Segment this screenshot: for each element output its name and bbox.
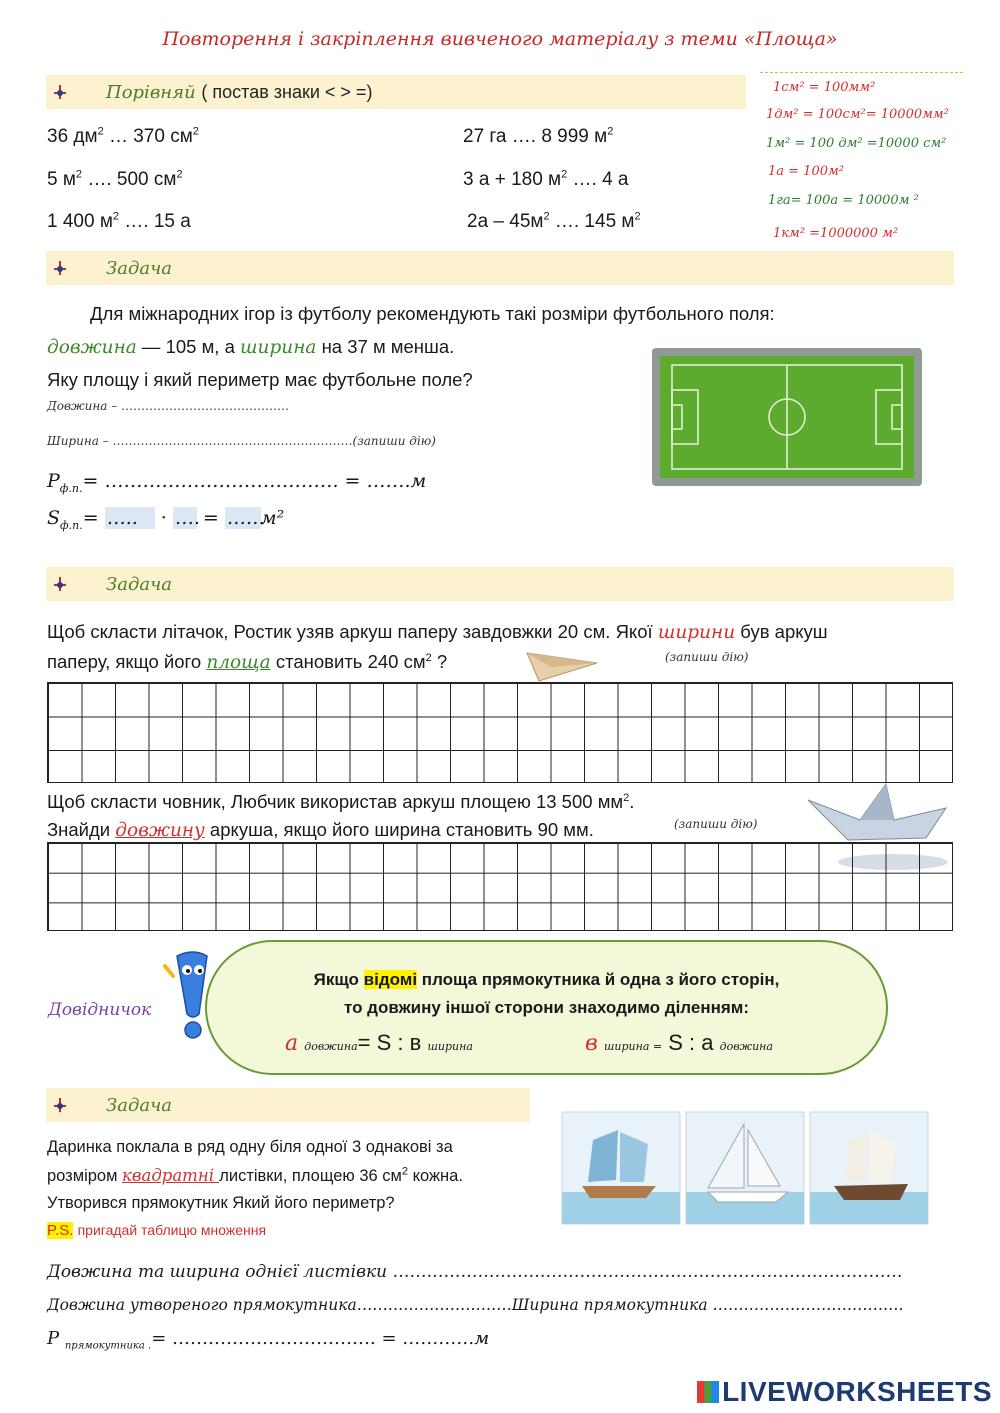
hint-label: Довідничок (48, 1000, 152, 1020)
task4-answer-3: Р $_{прямокутника .}$= ……………………………. = …………м (47, 1328, 490, 1352)
compare-header-bar (46, 75, 746, 109)
hint-line2: то довжину іншої сторони знаходимо діленням: (343, 998, 750, 1017)
task4-answer-2: Довжина утвореного прямокутника…………………………Ширина прямокутника ………………………………. (47, 1296, 904, 1314)
task1-length-label: Довжина – …………………………………… (47, 399, 290, 413)
task1-line3: Яку площу і який периметр має футбольне поле? (47, 369, 473, 390)
area-input-3[interactable]: …… (226, 507, 265, 529)
paper-plane-icon (525, 645, 600, 685)
task1-perimeter: $Р_{ф.п.}=$ ………………………………. = …….м (47, 470, 427, 495)
area-input-1[interactable]: ….. (105, 507, 155, 529)
pin-icon (52, 576, 68, 592)
task4-line3: Утворився прямокутник Який його периметр? (47, 1194, 395, 1212)
divider (760, 72, 963, 73)
pin-icon (52, 260, 68, 276)
compare-left-3: 1 400 $м^2$ …. 15 а (47, 210, 191, 232)
ref-unit-4: 1а = 100м² (768, 164, 844, 179)
ref-unit-1: 1см² = 100мм² (773, 80, 876, 95)
compare-left-1: 36 $дм^2$ … 370 $см^2$ (47, 125, 199, 147)
task4-line1: Даринка поклала в ряд одну біля одної 3 однакові за (47, 1138, 453, 1156)
compare-right-1: 27 га …. 8 999 $м^2$ (463, 125, 614, 147)
pin-icon (52, 84, 68, 100)
task4-ps: P.S. пригадай таблицю множення (47, 1222, 267, 1239)
page-title: Повторення і закріплення вивченого матеріалу з теми «Площа» (162, 28, 838, 50)
football-field-image (652, 348, 922, 486)
task3-line2: Знайди довжину аркуша, якщо його ширина становить 90 мм. (47, 819, 594, 841)
task4-answer-1: Довжина та ширина однієї листівки ……………………………………………………………………………… (47, 1262, 903, 1282)
hint-formula-width: в ширина = S : а довжина (585, 1030, 773, 1056)
task-label: Задача (106, 258, 173, 279)
liveworksheets-logo: LIVEWORKSHEETS (697, 1376, 992, 1408)
ref-unit-2: 1дм² = 100см²= 10000мм² (766, 107, 949, 122)
task2-line1: Щоб скласти літачок, Ростик узяв аркуш паперу завдовжки 20 см. Якої ширини був аркуш (47, 621, 828, 643)
hint-text (205, 966, 888, 1022)
task1-area: $S_{ф.п.}=$ ….. · …. = ……м² (47, 507, 285, 532)
ref-unit-5: 1га= 100а = 10000м ² (768, 193, 919, 208)
hint-line1: Якщо відомі площа прямокутника й одна з його сторін, (313, 970, 780, 989)
ref-unit-6: 1км² =1000000 м² (773, 226, 899, 241)
pin-icon (52, 1097, 68, 1113)
task2-header-bar (46, 567, 954, 601)
task1-line1: Для міжнародних ігор із футболу рекомендують такі розміри футбольного поля: (90, 303, 775, 324)
area-input-2[interactable]: …. (174, 507, 200, 529)
compare-left-2: 5 $м^2$ …. 500 $см^2$ (47, 168, 183, 190)
task3-answer-grid[interactable] (47, 842, 953, 931)
task3-note: (запиши дію) (674, 817, 758, 831)
task2-answer-grid[interactable] (47, 682, 953, 783)
compare-right-3: $2а - 45м^2$ …. 145 $м^2$ (467, 210, 641, 232)
task3-line1: Щоб скласти човник, Любчик використав аркуш площею 13 500 $мм^2$. (47, 791, 635, 812)
task2-note: (запиши дію) (665, 650, 749, 664)
task1-width-label: Ширина – ……………………………………………………(запиши дію) (47, 434, 436, 448)
task-label: Задача (106, 574, 173, 595)
compare-header-label: Порівняй ( постав знаки < > =) (106, 82, 373, 103)
task1-line2: довжина — 105 м, а ширина на 37 м менша. (47, 336, 455, 358)
task4-line2: розміром квадратні листівки, площею 36 $см^2$ кожна. (47, 1165, 463, 1185)
hint-formula-length: а довжина= S : в ширина (285, 1030, 473, 1056)
logo-icon (697, 1381, 719, 1403)
sailboat-cards-image (548, 1100, 953, 1230)
task4-header-bar (46, 1088, 530, 1122)
compare-right-2: 3 а + 180 $м^2$ …. 4 а (463, 168, 629, 190)
task1-header-bar (46, 251, 954, 285)
ref-unit-3: 1м² = 100 дм² =10000 см² (766, 136, 947, 151)
task2-line2: паперу, якщо його площа становить 240 $см^2$ ? (47, 651, 448, 673)
task-label: Задача (106, 1095, 173, 1116)
